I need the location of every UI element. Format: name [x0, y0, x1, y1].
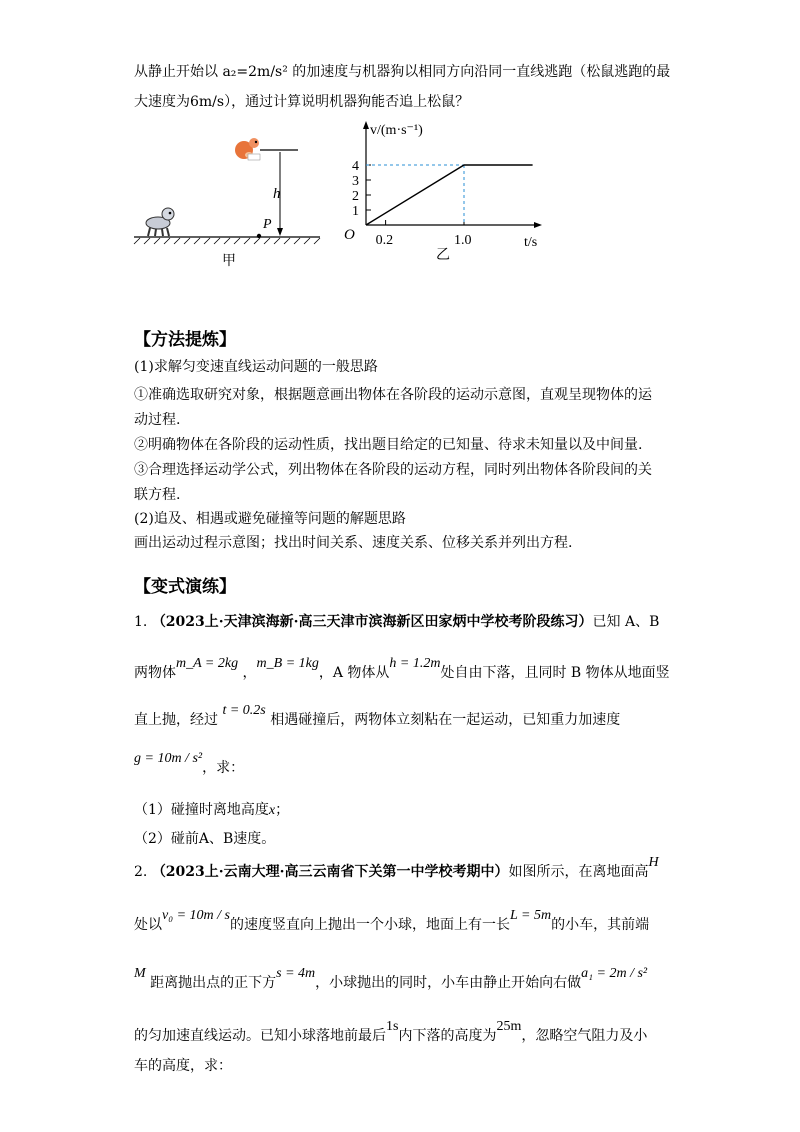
method-line: 动过程. — [134, 412, 181, 428]
q1-line-3 — [134, 703, 621, 731]
q1-sub-2: （2）碰前A、B速度。 — [134, 831, 276, 847]
q1-text: ； — [275, 802, 290, 818]
y-tick-label: 4 — [352, 159, 359, 174]
intro-line-1: 从静止开始以 a₂=2m/s² 的加速度与机器狗以相同方向沿同一直线逃跑（松鼠逃跑的最 — [134, 64, 671, 80]
q1-line-1 — [134, 612, 659, 632]
y-tick-label: 1 — [352, 204, 359, 219]
q1-var-x: x — [268, 803, 276, 818]
origin-label: O — [344, 227, 355, 243]
q2-line-1 — [134, 855, 659, 883]
q2-line-5: 车的高度，求： — [134, 1058, 232, 1074]
q1-line-2: 两物体m_A = 2kg ，m_B = 1kg，A 物体从h = 1.2m处自由下落，且同时 B 物体从地面竖 — [134, 656, 670, 681]
q2-source: （2023上·云南大理·高三云南省下关第一中学校考期中） — [151, 864, 509, 880]
q1-mass-b: m_B = 1kg — [256, 656, 319, 671]
q1-text: 两物体 — [134, 665, 176, 681]
q2-number: 2. — [134, 864, 148, 880]
q1-time: t = 0.2s — [222, 703, 266, 718]
y-tick-label: 3 — [352, 174, 359, 189]
method-line: 联方程. — [134, 487, 181, 503]
method-line: ①准确选取研究对象，根据题意画出物体在各阶段的运动示意图，直观呈现物体的运 — [134, 387, 652, 403]
q1-gravity: g = 10m / s² — [134, 751, 203, 766]
q2-text: 处以 — [134, 917, 162, 933]
q2-v0: v₀ = 10m / s — [162, 908, 230, 923]
q2-text: 的速度竖直向上抛出一个小球，地面上有一长 — [229, 917, 510, 933]
q1-number: 1. — [134, 614, 148, 630]
q2-point-m: M — [134, 966, 146, 981]
caption-jia: 甲 — [222, 254, 236, 269]
q2-text: 如图所示，在离地面高 — [508, 864, 649, 880]
intro-line-2: 大速度为6m/s），通过计算说明机器狗能否追上松鼠？ — [134, 94, 470, 110]
y-axis-label: v/(m·s⁻¹) — [370, 123, 423, 138]
q2-acceleration: a₁ = 2m / s² — [581, 966, 648, 981]
q2-height-h: H — [648, 855, 659, 870]
method-heading: 【方法提炼】 — [134, 330, 236, 350]
method-line: 画出运动过程示意图；找出时间关系、速度关系、位移关系并列出方程. — [134, 535, 573, 551]
y-tick-label: 2 — [352, 189, 359, 204]
label-h: h — [273, 186, 281, 202]
q1-text: 直上抛，经过 — [134, 712, 218, 728]
q1-source: （2023上·天津滨海新·高三天津市滨海新区田家炳中学校考阶段练习） — [151, 614, 593, 630]
q2-line-2 — [134, 908, 650, 936]
q2-text: 的匀加速直线运动。已知小球落地前最后 — [134, 1028, 386, 1044]
method-line: ③合理选择运动学公式，列出物体在各阶段的运动方程，同时列出物体各阶段间的关 — [134, 462, 652, 478]
figure-yi-vt-graph — [338, 115, 558, 275]
q2-distance: s = 4m — [276, 966, 316, 981]
q1-text: 相遇碰撞后，两物体立刻粘在一起运动，已知重力加速度 — [270, 712, 621, 728]
velocity-series-line — [366, 165, 533, 225]
q1-text: 处自由下落，且同时 B 物体从地面竖 — [440, 665, 670, 681]
q1-text: （1）碰撞时离地高度 — [134, 802, 269, 818]
q2-drop-height: 25m — [496, 1019, 522, 1034]
method-line: ②明确物体在各阶段的运动性质，找出题目给定的已知量、待求未知量以及中间量. — [134, 437, 643, 453]
q2-line-3 — [134, 966, 648, 994]
figure-jia — [130, 128, 330, 270]
q1-text: ，求： — [202, 760, 245, 776]
q1-height: h = 1.2m — [389, 656, 441, 671]
q2-length: L = 5m — [509, 908, 552, 923]
q2-text: ，忽略空气阻力及小 — [521, 1028, 648, 1044]
q2-last-second: 1s — [386, 1019, 399, 1034]
x-tick-label: 1.0 — [454, 233, 472, 248]
q2-text: 距离抛出点的正下方 — [150, 975, 277, 991]
label-p: P — [263, 217, 272, 232]
q1-line-4 — [134, 751, 245, 779]
q1-mass-a: m_A = 2kg — [176, 656, 239, 671]
q1-sub-1 — [134, 800, 289, 821]
q2-line-4 — [134, 1019, 648, 1047]
x-axis-label: t/s — [524, 235, 538, 250]
q2-text: 的小车，其前端 — [551, 917, 650, 933]
robot-dog-icon — [146, 208, 174, 236]
q1-text: ，A 物体从 — [318, 665, 390, 681]
practice-heading: 【变式演练】 — [134, 577, 236, 597]
method-line: (2)追及、相遇或避免碰撞等问题的解题思路 — [134, 511, 406, 527]
method-line: (1)求解匀变速直线运动问题的一般思路 — [134, 359, 378, 375]
q1-text: 已知 A、B — [592, 614, 660, 630]
q2-text: ，小球抛出的同时，小车由静止开始向右做 — [315, 975, 582, 991]
squirrel-icon — [235, 138, 260, 160]
x-tick-label: 0.2 — [375, 233, 394, 248]
caption-yi: 乙 — [436, 248, 450, 263]
q2-text: 内下落的高度为 — [398, 1028, 497, 1044]
